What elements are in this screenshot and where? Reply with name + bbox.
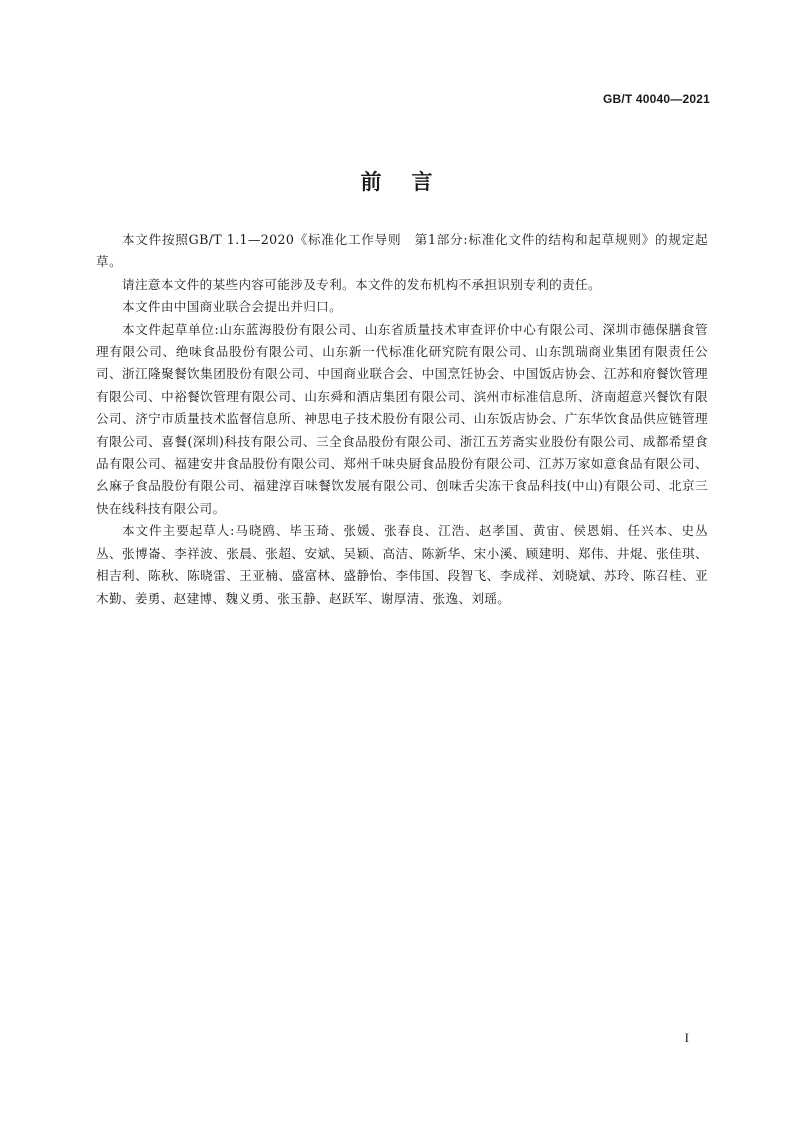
paragraph-drafting-units: 本文件起草单位:山东蓝海股份有限公司、山东省质量技术审查评价中心有限公司、深圳市德保膳食管理有限公司、绝味食品股份有限公司、山东新一代标准化研究院有限公司、山东凯瑞商业集团有限责任公司、浙江隆聚餐饮集团股份有限公司、中国商业联合会、中国烹饪协会、中国饭店协会、江苏和府餐饮管理有限公司、中裕餐饮管理有限公司、山东舜和酒店集团有限公司、滨州市标准信息所、济南超意兴餐饮有限公司、济宁市质量技术监督信息所、神思电子技术股份有限公司、山东饭店协会、广东华饮食品供应链管理有限公司、喜餐(深圳)科技有限公司、三全食品股份有限公司、浙江五芳斋实业股份有限公司、成都希望食品有限公司、福建安井食品股份有限公司、郑州千味央厨食品股份有限公司、江苏万家如意食品有限公司、幺麻子食品股份有限公司、福建淳百味餐饮发展有限公司、创味舌尖冻干食品科技(中山)有限公司、北京三快在线科技有限公司。 (96, 321, 708, 516)
document-body (96, 229, 708, 610)
paragraph-drafting-rules: 本文件按照GB/T 1.1—2020《标准化工作导则 第1部分:标准化文件的结构和起草规则》的规定起草。 (96, 232, 708, 270)
page-title: 前言 (360, 170, 463, 194)
page-number: I (684, 1030, 689, 1045)
paragraph-proposer: 本文件由中国商业联合会提出并归口。 (122, 299, 343, 315)
standard-number: GB/T 40040—2021 (602, 92, 710, 106)
paragraph-drafters: 本文件主要起草人:马晓鸥、毕玉琦、张媛、张春良、江浩、赵孝国、黄宙、侯恩娟、任兴本、史丛丛、张博崙、李祥波、张晨、张超、安斌、吴颖、高洁、陈新华、宋小溪、顾建明、郑伟、井焜、张佳琪、相吉利、陈秋、陈晓雷、王亚楠、盛富林、盛静怡、李伟国、段智飞、李成祥、刘晓斌、苏玲、陈召桂、亚木勤、姜勇、赵建博、魏义勇、张玉静、赵跃军、谢厚清、张逸、刘瑶。 (96, 523, 708, 606)
paragraph-patent-notice: 请注意本文件的某些内容可能涉及专利。本文件的发布机构不承担识别专利的责任。 (122, 276, 601, 292)
